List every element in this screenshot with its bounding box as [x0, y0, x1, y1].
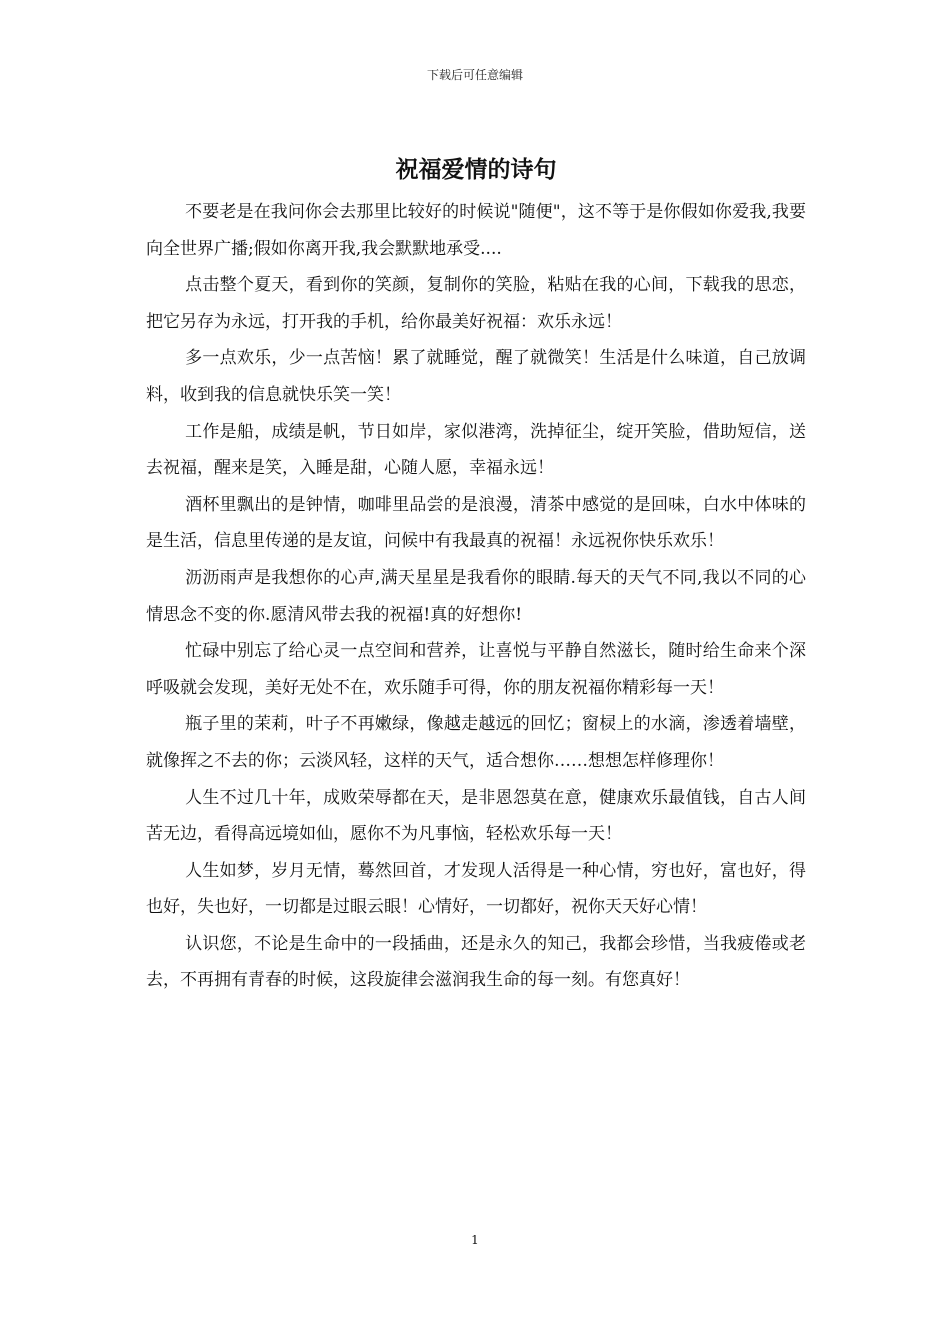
- paragraph-7: 忙碌中别忘了给心灵一点空间和营养，让喜悦与平静自然滋长，随时给生命来个深呼吸就会发现，美好无处不在，欢乐随手可得，你的朋友祝福你精彩每一天！: [146, 641, 806, 698]
- paragraph-2: 点击整个夏天，看到你的笑颜，复制你的笑脸，粘贴在我的心间，下载我的思恋，把它另存为永远，打开我的手机，给你最美好祝福：欢乐永远！: [146, 275, 806, 332]
- paragraph-5: 酒杯里飘出的是钟情，咖啡里品尝的是浪漫，清茶中感觉的是回味，白水中体味的是生活，信息里传递的是友谊，问候中有我最真的祝福！永远祝你快乐欢乐！: [146, 494, 806, 552]
- document-body: [146, 194, 806, 999]
- paragraph-3: 多一点欢乐，少一点苦恼！累了就睡觉，醒了就微笑！生活是什么味道，自己放调料，收到我的信息就快乐笑一笑！: [146, 348, 806, 405]
- header-note: 下载后可任意编辑: [426, 68, 523, 82]
- paragraph-9: 人生不过几十年，成败荣辱都在天，是非恩怨莫在意，健康欢乐最值钱，自古人间苦无边，看得高远境如仙，愿你不为凡事恼，轻松欢乐每一天！: [146, 787, 806, 845]
- paragraph-10: 人生如梦，岁月无情，蓦然回首，才发现人活得是一种心情，穷也好，富也好，得也好，失也好，一切都是过眼云眼！心情好，一切都好，祝你天天好心情！: [146, 860, 806, 918]
- paragraph-6: 沥沥雨声是我想你的心声,满天星星是我看你的眼睛.每天的天气不同,我以不同的心情思念不变的你.愿清风带去我的祝福!真的好想你!: [146, 567, 806, 625]
- page-number: 1: [471, 1233, 479, 1247]
- paragraph-8: 瓶子里的茉莉，叶子不再嫩绿，像越走越远的回忆；窗棂上的水滴，渗透着墙壁，就像挥之不去的你；云淡风轻，这样的天气，适合想你……想想怎样修理你！: [146, 714, 806, 771]
- paragraph-11: 认识您，不论是生命中的一段插曲，还是永久的知己，我都会珍惜，当我疲倦或老去，不再拥有青春的时候，这段旋律会滋润我生命的每一刻。有您真好！: [146, 933, 806, 991]
- paragraph-1: 不要老是在我问你会去那里比较好的时候说"随便"，这不等于是你假如你爱我,我要向全世界广播;假如你离开我,我会默默地承受....: [146, 202, 806, 259]
- document-title: 祝福爱情的诗句: [395, 156, 557, 183]
- paragraph-4: 工作是船，成绩是帆，节日如岸，家似港湾，洗掉征尘，绽开笑脸，借助短信，送去祝福，醒来是笑，入睡是甜，心随人愿，幸福永远！: [146, 421, 806, 479]
